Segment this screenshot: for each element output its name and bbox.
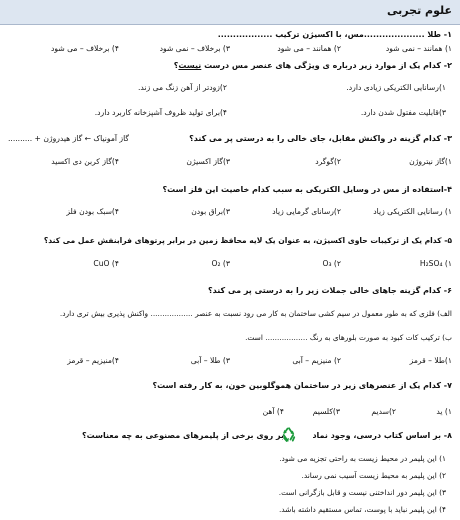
q1-option-3[interactable]: ۳) برخلاف – نمی شود bbox=[159, 44, 230, 53]
question-7: ۷- کدام یک از عنصرهای زیر در ساختمان هموگلوبین خون، به کار رفته است؟ bbox=[152, 381, 452, 390]
question-8-end: بر روی برخی از پلیمرهای مصنوعی به چه معناست؟ bbox=[82, 431, 284, 440]
q5-option-1[interactable]: ۱) H₂SO₄ bbox=[419, 259, 452, 268]
q3-option-2[interactable]: ۲)گوگرد bbox=[315, 157, 341, 166]
q4-option-2[interactable]: ۲)رسانای گرمایی زیاد bbox=[272, 207, 341, 216]
question-6: ۶- کدام گزینه جاهای خالی جملات زیر را به درستی پر می کند؟ bbox=[208, 286, 452, 295]
q2-option-1[interactable]: ۱)رسانایی الکتریکی زیادی دارد. bbox=[346, 83, 446, 92]
question-6-options bbox=[8, 356, 452, 366]
q1-option-2[interactable]: ۲) همانند – می شود bbox=[277, 44, 341, 53]
page-title: علوم تجربی bbox=[387, 4, 452, 17]
q8-option-3[interactable]: ۳) این پلیمر دور انداختنی نیست و قابل بازگرانی است. bbox=[278, 488, 446, 497]
q6-option-4[interactable]: ۴)منیزیم – قرمز bbox=[67, 356, 119, 365]
q3-option-4[interactable]: ۴)گاز کربن دی اکسید bbox=[51, 157, 119, 166]
q8-option-4[interactable]: ۴) این پلیمر نباید با پوست، تماس مستقیم داشته باشد. bbox=[278, 505, 446, 514]
question-5-options bbox=[8, 259, 452, 269]
q4-option-3[interactable]: ۳)براق بودن bbox=[191, 207, 230, 216]
title-bar bbox=[0, 0, 460, 25]
q7-option-2[interactable]: ۲)سدیم bbox=[371, 407, 396, 416]
q6-option-3[interactable]: ۳) طلا – آبی bbox=[190, 356, 230, 365]
q2-qmark: ؟ bbox=[173, 61, 179, 70]
q1-option-4[interactable]: ۴) برخلاف – می شود bbox=[51, 44, 119, 53]
q5-option-2[interactable]: ۲) O₃ bbox=[322, 259, 341, 268]
q2-negation: نیست bbox=[178, 61, 202, 70]
q2-option-2[interactable]: ۲)زودتر از آهن زنگ می زند. bbox=[138, 83, 227, 92]
q7-option-4[interactable]: ۴) آهن bbox=[262, 407, 284, 416]
question-8-start: ۸- بر اساس کتاب درسی، وجود نماد bbox=[312, 431, 452, 440]
q6-option-2[interactable]: ۲) منیزیم – آبی bbox=[292, 356, 341, 365]
question-2-options-b bbox=[8, 108, 446, 118]
q5-option-3[interactable]: ۳) O₂ bbox=[211, 259, 230, 268]
q7-option-1[interactable]: ۱) ید bbox=[436, 407, 452, 416]
q3-option-1[interactable]: ۱)گاز نیتروژن bbox=[409, 157, 452, 166]
question-2-options-a bbox=[8, 83, 446, 93]
question-7-options bbox=[8, 407, 452, 417]
question-4-options bbox=[8, 207, 452, 217]
question-5: ۵- کدام یک از ترکیبات حاوی اکسیژن، به عنوان یک لایه محافظ زمین در برابر پرتوهای فرابنفش عمل می کند؟ bbox=[43, 236, 452, 245]
q4-option-4[interactable]: ۴)سبک بودن فلز bbox=[66, 207, 119, 216]
question-1: ۱- طلا ....................مس، با اکسیژن ترکیب .................. bbox=[217, 30, 452, 39]
q5-option-4[interactable]: ۴) CuO bbox=[93, 259, 119, 268]
q8-option-1[interactable]: ۱) این پلیمر در محیط زیست به راحتی تجزیه می شود. bbox=[279, 454, 446, 463]
q6-option-1[interactable]: ۱)طلا – قرمز bbox=[409, 356, 452, 365]
q4-option-1[interactable]: ۱) رسانایی الکتریکی زیاد bbox=[373, 207, 452, 216]
q7-option-3[interactable]: ۳)کلسیم bbox=[312, 407, 340, 416]
q8-option-2[interactable]: ۲) این پلیمر به محیط زیست آسیب نمی رساند. bbox=[301, 471, 446, 480]
q3-reaction: گاز آمونیاک ← گاز هیدروژن + .......... bbox=[8, 134, 130, 143]
q6-part-a: الف) فلزی که به طور معمول در سیم کشی ساختمان به کار می رود نسبت به عنصر .................. واکنش پذیری بیش تری دارد. bbox=[59, 309, 452, 318]
q6-part-b: ب) ترکیب کات کبود به صورت بلورهای به رنگ .................. است. bbox=[245, 333, 452, 342]
question-4: ۴-استفاده از مس در وسایل الکتریکی به سبب کدام خاصیت این فلز است؟ bbox=[162, 185, 452, 194]
q3-option-3[interactable]: ۳)گاز اکسیژن bbox=[186, 157, 230, 166]
q1-option-1[interactable]: ۱) همانند – نمی شود bbox=[385, 44, 452, 53]
q2-option-3[interactable]: ۳)قابلیت مفتول شدن دارد. bbox=[360, 108, 446, 117]
question-3: ۳- کدام گزینه در واکنش مقابل، جای خالی را به درستی پر می کند؟ bbox=[189, 134, 452, 143]
question-3-options bbox=[8, 157, 452, 167]
q2-text: ۲- کدام یک از موارد زیر درباره ی ویژگی های عنصر مس درست bbox=[201, 61, 452, 70]
question-2 bbox=[8, 61, 452, 71]
question-1-options bbox=[8, 44, 452, 54]
q2-option-4[interactable]: ۴)برای تولید ظروف آشپزخانه کاربرد دارد. bbox=[94, 108, 227, 117]
